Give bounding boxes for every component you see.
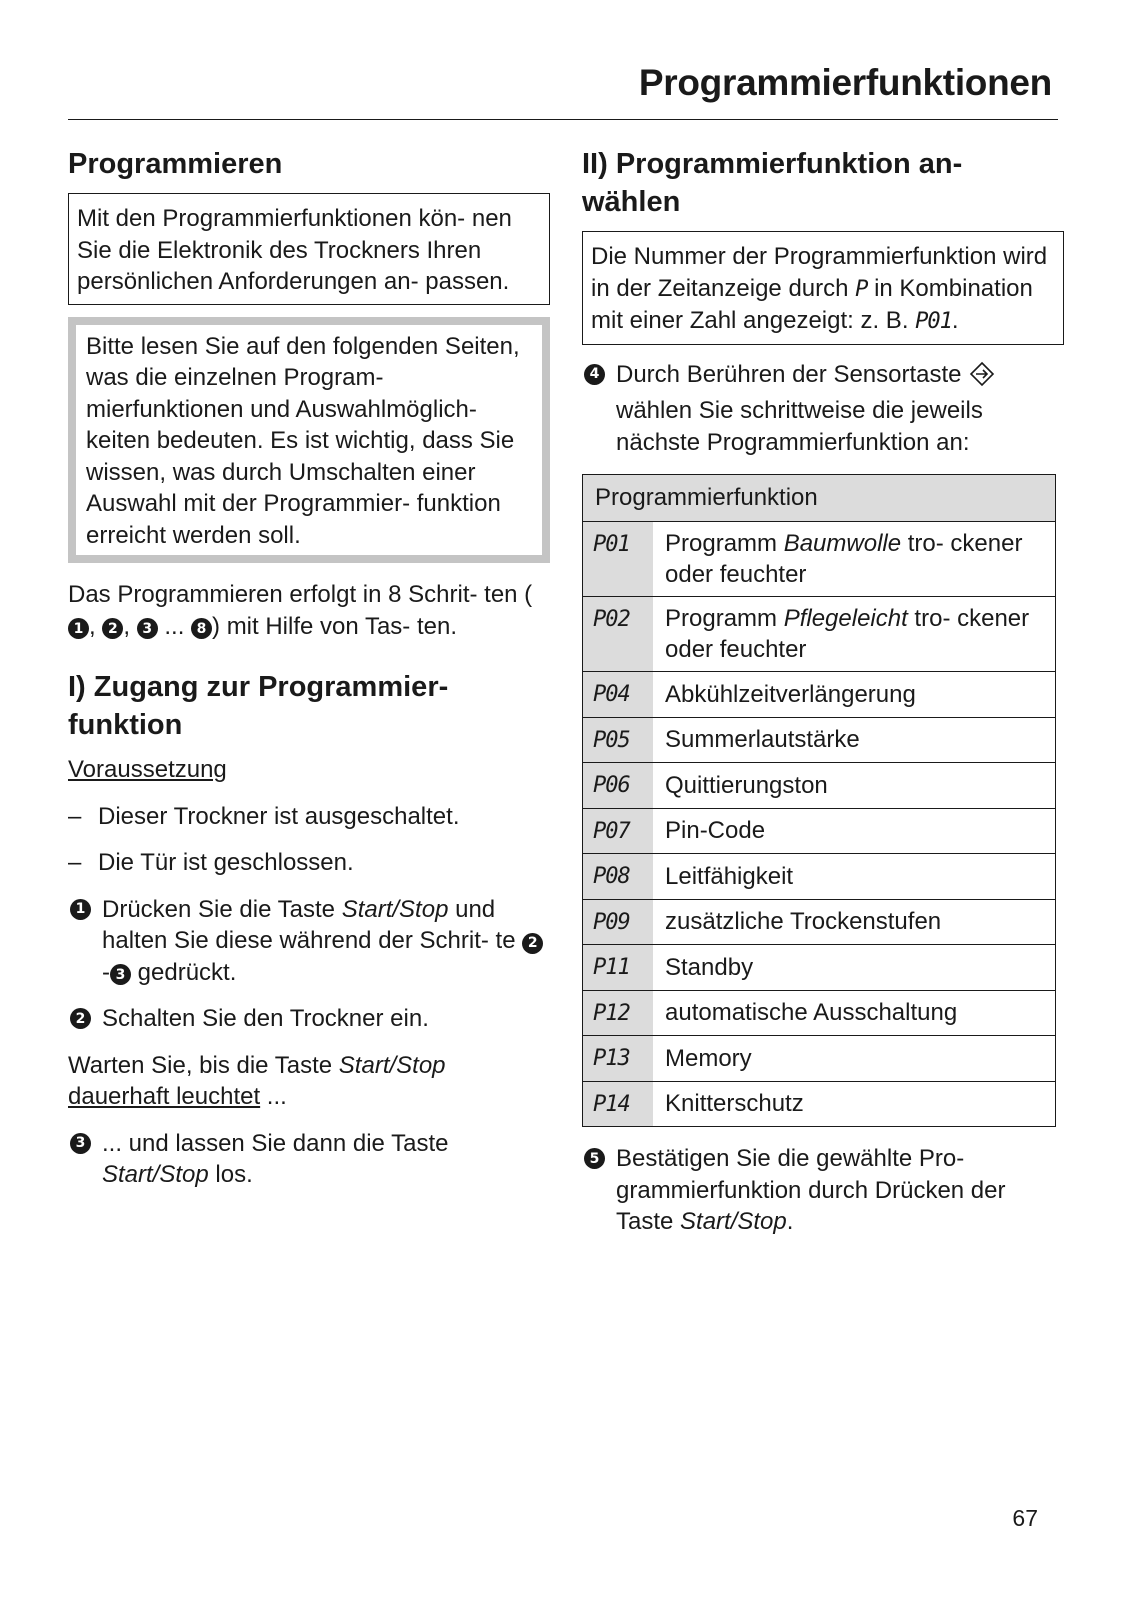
table-row [583,808,1056,854]
circled-8-icon: 8 [191,618,212,639]
function-code [583,854,654,900]
heading-zugang: I) Zugang zur Programmier- funktion [68,671,449,741]
table-header: Programmierfunktion [583,475,1056,522]
function-description [653,990,1056,1036]
page-title: Programmierfunktionen [638,62,1052,103]
function-description [653,717,1056,763]
function-description [653,854,1056,900]
function-code [583,808,654,854]
step-5-text-b: . [786,1208,794,1235]
circled-2-icon: 2 [70,1008,91,1029]
condition-text: Die Tür ist geschlossen. [98,849,354,876]
function-code [583,717,654,763]
function-code-text: P07 [593,818,630,844]
step-5 [582,1143,1064,1238]
function-description-pre: Programm [665,530,784,557]
function-description-pre: Abkühlzeitverlängerung [665,680,916,708]
function-description [653,1036,1056,1082]
function-code-text: P09 [593,909,630,935]
circled-3-icon: 3 [70,1133,91,1154]
function-code-text: P11 [593,955,630,980]
function-description [653,808,1056,854]
table-body [583,522,1056,1127]
table-row [583,717,1056,763]
right-column [582,145,1064,1238]
intro-text: Mit den Programmierfunktionen kön- nen Sie die Elektronik des Trockners Ihren persönlichen Anforderungen an- passen. [77,205,512,295]
function-code [583,899,654,945]
info-text-c: . [951,307,959,334]
function-description-pre: Programm [665,605,784,632]
circled-1-icon: 1 [68,618,89,639]
function-code [583,763,654,809]
function-code-text: P05 [593,727,630,753]
display-code: P01 [915,309,952,334]
table-row [583,854,1056,900]
function-description-pre: Knitterschutz [665,1090,804,1118]
note-text: Bitte lesen Sie auf den folgenden Seiten, was die einzelnen Program- mierfunktionen und Auswahlmöglich- keiten bedeuten. Es ist wichtig, dass Sie wissen, was durch Umschalten einer Auswahl mit der Programmier- funktion erreicht werden soll. [86,332,520,549]
wait-text-b: ... [260,1083,287,1110]
step-1-text-b: und halten Sie diese während der Schrit- te [102,895,523,954]
step-4-text-a: Durch Berühren der Sensortaste [616,360,969,388]
info-text-a: Die Nummer der Programmierfunktion wird in der Zeitanzeige durch [591,243,1048,302]
circled-3-icon: 3 [110,964,131,985]
function-code [583,945,654,991]
note-box [68,317,550,564]
step-1-text-c: gedrückt. [131,958,237,986]
steps-intro: Das Programmieren erfolgt in 8 Schrit- ten (1 , 2 , 3 ... 8 ) mit Hilfe von Tas- ten. [68,581,533,640]
table-row [583,1036,1056,1082]
start-stop-label: Start/Stop [338,1051,446,1079]
info-text [591,241,1055,338]
function-code-text: P14 [593,1091,630,1117]
function-description [653,522,1056,597]
table-row [583,945,1056,991]
step-5-text-a: Bestätigen Sie die gewählte Pro- grammierfunktion durch Drücken der Taste [616,1145,1006,1235]
start-stop-label: Start/Stop [680,1208,787,1235]
condition-item [68,801,550,833]
function-code-text: P01 [593,532,630,557]
step-1: 1 Drücken Sie die Taste Start/Stop und halten Sie diese während der Schrit- te 2- 3 gedrückt. [68,894,550,989]
function-description-pre: Leitfähigkeit [665,862,794,890]
table-row [583,899,1056,945]
dash-icon: – [68,849,82,876]
function-description-post: tro- ckener oder feuchter [665,530,1023,588]
table-header-row [583,475,1056,522]
programming-functions-table [582,474,1056,1127]
function-code-text: P08 [593,864,630,889]
step-3 [68,1128,550,1191]
function-code-text: P13 [593,1046,630,1071]
function-description-post: tro- ckener oder feuchter [665,605,1030,663]
intro-box [68,193,550,305]
function-description-pre: Memory [665,1044,752,1072]
wait-text-a: Warten Sie, bis die Taste [68,1051,339,1079]
function-code-text: P06 [593,773,630,798]
page-number: 67 [1012,1505,1038,1531]
display-p: P [855,276,868,302]
step-4 [582,359,1064,459]
function-code [583,1081,654,1127]
wait-text [68,1050,550,1113]
function-code [583,1036,654,1082]
function-description-pre: Summerlautstärke [665,726,860,754]
function-description [653,1081,1056,1127]
ellipsis: ... [157,612,192,640]
wait-emphasis: dauerhaft leuchtet [68,1083,261,1110]
function-description [653,597,1056,672]
function-code [583,672,654,718]
step-3-text-b: los. [208,1161,253,1188]
function-code-text: P04 [593,682,630,707]
left-column [68,145,550,1191]
step-1-text-a: Drücken Sie die Taste [102,895,342,923]
table-row [583,672,1056,718]
precondition-label: Voraussetzung [68,756,227,783]
function-description-pre: Pin-Code [665,817,766,845]
function-description-pre: automatische Ausschaltung [665,999,958,1027]
function-description [653,763,1056,809]
function-description-pre: Standby [665,953,754,981]
function-description [653,672,1056,718]
heading-programmieren: Programmieren [68,148,283,180]
steps-intro-text-a: Das Programmieren erfolgt in 8 Schrit- ten ( [68,581,533,608]
circled-4-icon: 4 [584,364,605,385]
page-header [68,62,1058,120]
function-description [653,899,1056,945]
circled-2-icon: 2 [522,933,543,954]
condition-text: Dieser Trockner ist ausgeschaltet. [98,802,460,830]
table-row [583,763,1056,809]
circled-3-icon: 3 [137,618,158,639]
function-description-em: Baumwolle [783,530,902,557]
info-box [582,231,1064,345]
step-4-text-b: wählen Sie schrittweise die jeweils nächste Programmierfunktion an: [616,397,983,456]
table-row [583,1081,1056,1127]
function-code-text: P02 [593,607,630,632]
function-description-em: Pflegeleicht [783,605,908,632]
table-row [583,522,1056,597]
condition-item [68,847,550,879]
sensor-key-icon [968,361,996,396]
step-2-text: Schalten Sie den Trockner ein. [102,1005,429,1032]
function-description-pre: zusätzliche Trockenstufen [665,908,942,936]
start-stop-label: Start/Stop [102,1161,209,1188]
circled-2-icon: 2 [102,618,123,639]
function-description-pre: Quittierungston [665,771,828,799]
function-code-text: P12 [593,1000,630,1026]
table-row [583,990,1056,1036]
info-text-b: in Kombination mit einer Zahl angezeigt: z. B. [591,274,1033,334]
dash-icon: – [68,802,82,830]
circled-5-icon: 5 [584,1148,605,1169]
step-3-text-a: ... und lassen Sie dann die Taste [102,1129,449,1157]
steps-intro-text-b: ) mit Hilfe von Tas- ten. [212,612,457,640]
function-code [583,597,654,672]
step-2 [68,1003,550,1035]
function-code [583,990,654,1036]
function-code [583,522,654,597]
table-row [583,597,1056,672]
heading-anwaehlen: II) Programmierfunktion an- wählen [582,148,963,218]
circled-1-icon: 1 [70,899,91,920]
function-description [653,945,1056,991]
start-stop-label: Start/Stop [341,895,449,923]
